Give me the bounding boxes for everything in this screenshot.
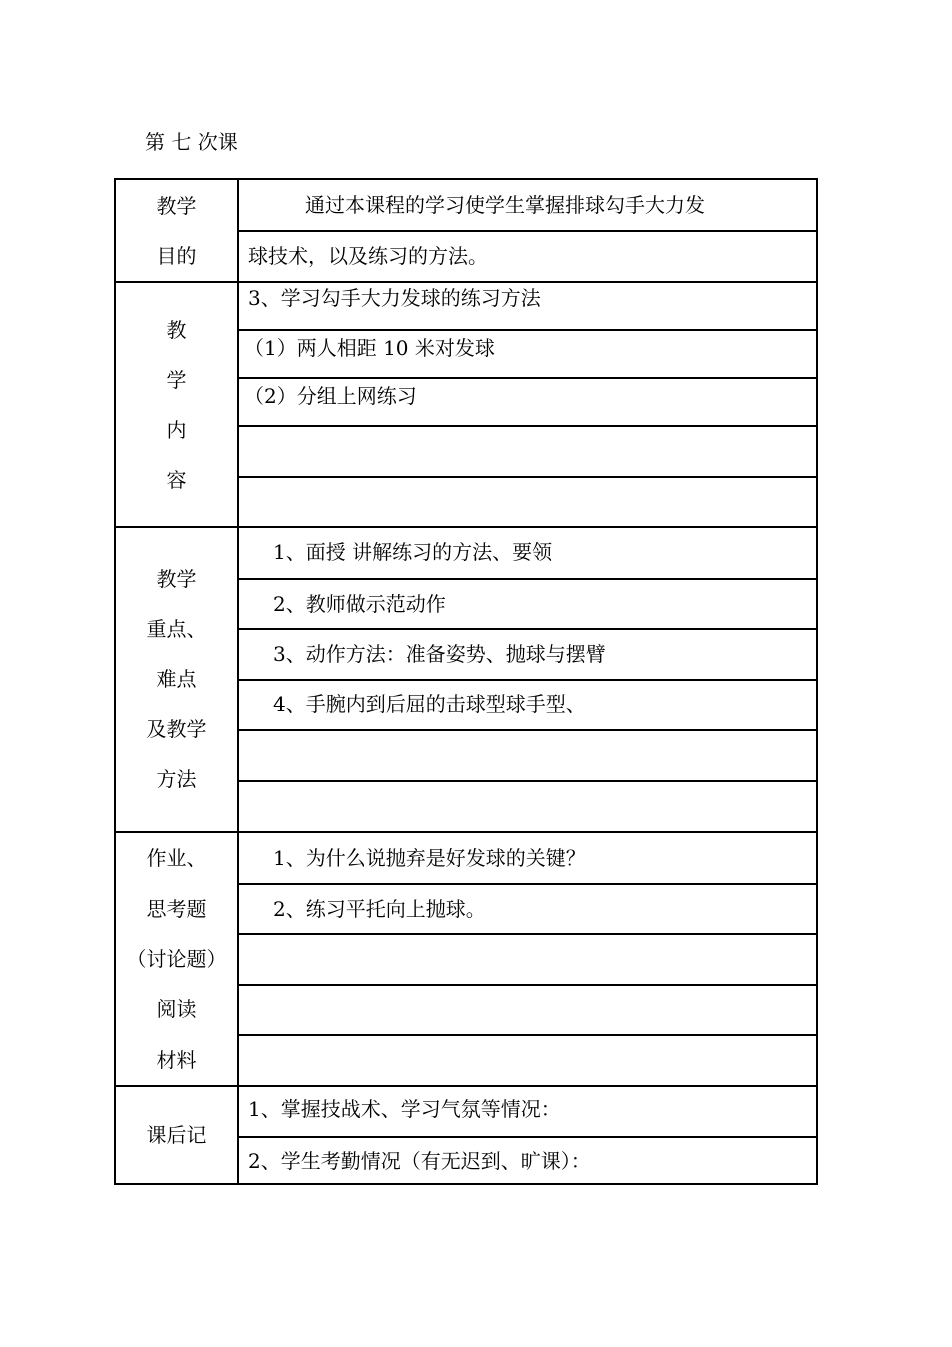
content-row [239, 329, 816, 377]
keypoints-row [239, 528, 816, 578]
lesson-plan-table [114, 178, 818, 1185]
homework-label-line: （讨论题） [126, 947, 227, 971]
keypoints-row [239, 780, 816, 831]
section-objectives [116, 180, 816, 281]
content-row [239, 283, 816, 329]
content-row [239, 377, 816, 425]
content-row [239, 425, 816, 476]
afterclass-row-text: 1、掌握技战术、学习气氛等情况： [248, 1097, 561, 1121]
afterclass-label-cell [116, 1087, 239, 1183]
keypoints-row-text: 2、教师做示范动作 [273, 592, 446, 616]
keypoints-row-text: 4、手腕内到后屈的击球型球手型、 [273, 692, 586, 716]
homework-row [239, 984, 816, 1034]
section-content [116, 281, 816, 526]
content-row-text: （1）两人相距 10 米对发球 [244, 336, 495, 360]
content-label-line: 教 [166, 318, 187, 342]
objectives-content [239, 180, 816, 281]
keypoints-label-line: 重点、 [146, 617, 207, 641]
content-label-line: 学 [166, 368, 187, 392]
content-row [239, 476, 816, 526]
objectives-label-cell [116, 180, 239, 281]
objectives-row-text: 球技术，以及练习的方法。 [248, 244, 488, 268]
keypoints-label-cell [116, 528, 239, 831]
keypoints-label-line: 及教学 [146, 717, 207, 741]
keypoints-row [239, 729, 816, 780]
homework-content [239, 833, 816, 1085]
homework-row [239, 933, 816, 984]
keypoints-row [239, 628, 816, 679]
afterclass-label-line: 课后记 [146, 1123, 207, 1147]
homework-row-text: 1、为什么说抛弃是好发球的关键？ [273, 846, 586, 870]
objectives-label-line: 目的 [156, 244, 197, 268]
afterclass-row-text: 2、学生考勤情况（有无迟到、旷课）： [248, 1149, 591, 1173]
keypoints-content [239, 528, 816, 831]
homework-row [239, 833, 816, 883]
homework-row [239, 1034, 816, 1087]
content-label-line: 内 [166, 418, 187, 442]
afterclass-row [239, 1136, 816, 1185]
objectives-row-text: 通过本课程的学习使学生掌握排球勾手大力发 [305, 193, 705, 217]
homework-label-line: 思考题 [146, 897, 207, 921]
content-label-line: 容 [166, 468, 187, 492]
content-label-cell [116, 283, 239, 526]
section-afterclass [116, 1085, 816, 1183]
section-homework [116, 831, 816, 1085]
homework-label-cell [116, 833, 239, 1085]
keypoints-label-line: 教学 [156, 567, 197, 591]
keypoints-label-line: 方法 [156, 767, 197, 791]
homework-row [239, 883, 816, 933]
section-keypoints [116, 526, 816, 831]
afterclass-row [239, 1087, 816, 1136]
content-row-text: 3、学习勾手大力发球的练习方法 [248, 286, 541, 310]
keypoints-row-text: 3、动作方法：准备姿势、抛球与摆臂 [273, 642, 606, 666]
keypoints-row [239, 578, 816, 628]
afterclass-content [239, 1087, 816, 1183]
keypoints-row-text: 1、面授 讲解练习的方法、要领 [273, 540, 553, 564]
homework-row-text: 2、练习平托向上抛球。 [273, 897, 486, 921]
homework-label-line: 作业、 [146, 846, 207, 870]
content-row-text: （2）分组上网练习 [244, 384, 417, 408]
objectives-label-line: 教学 [156, 194, 197, 218]
homework-label-line: 阅读 [156, 997, 197, 1021]
homework-label-line: 材料 [156, 1048, 197, 1072]
objectives-row [239, 230, 816, 281]
objectives-row [239, 180, 816, 230]
lesson-title: 第 七 次课 [145, 130, 238, 154]
keypoints-label-line: 难点 [156, 667, 197, 691]
keypoints-row [239, 679, 816, 729]
content-content [239, 283, 816, 526]
